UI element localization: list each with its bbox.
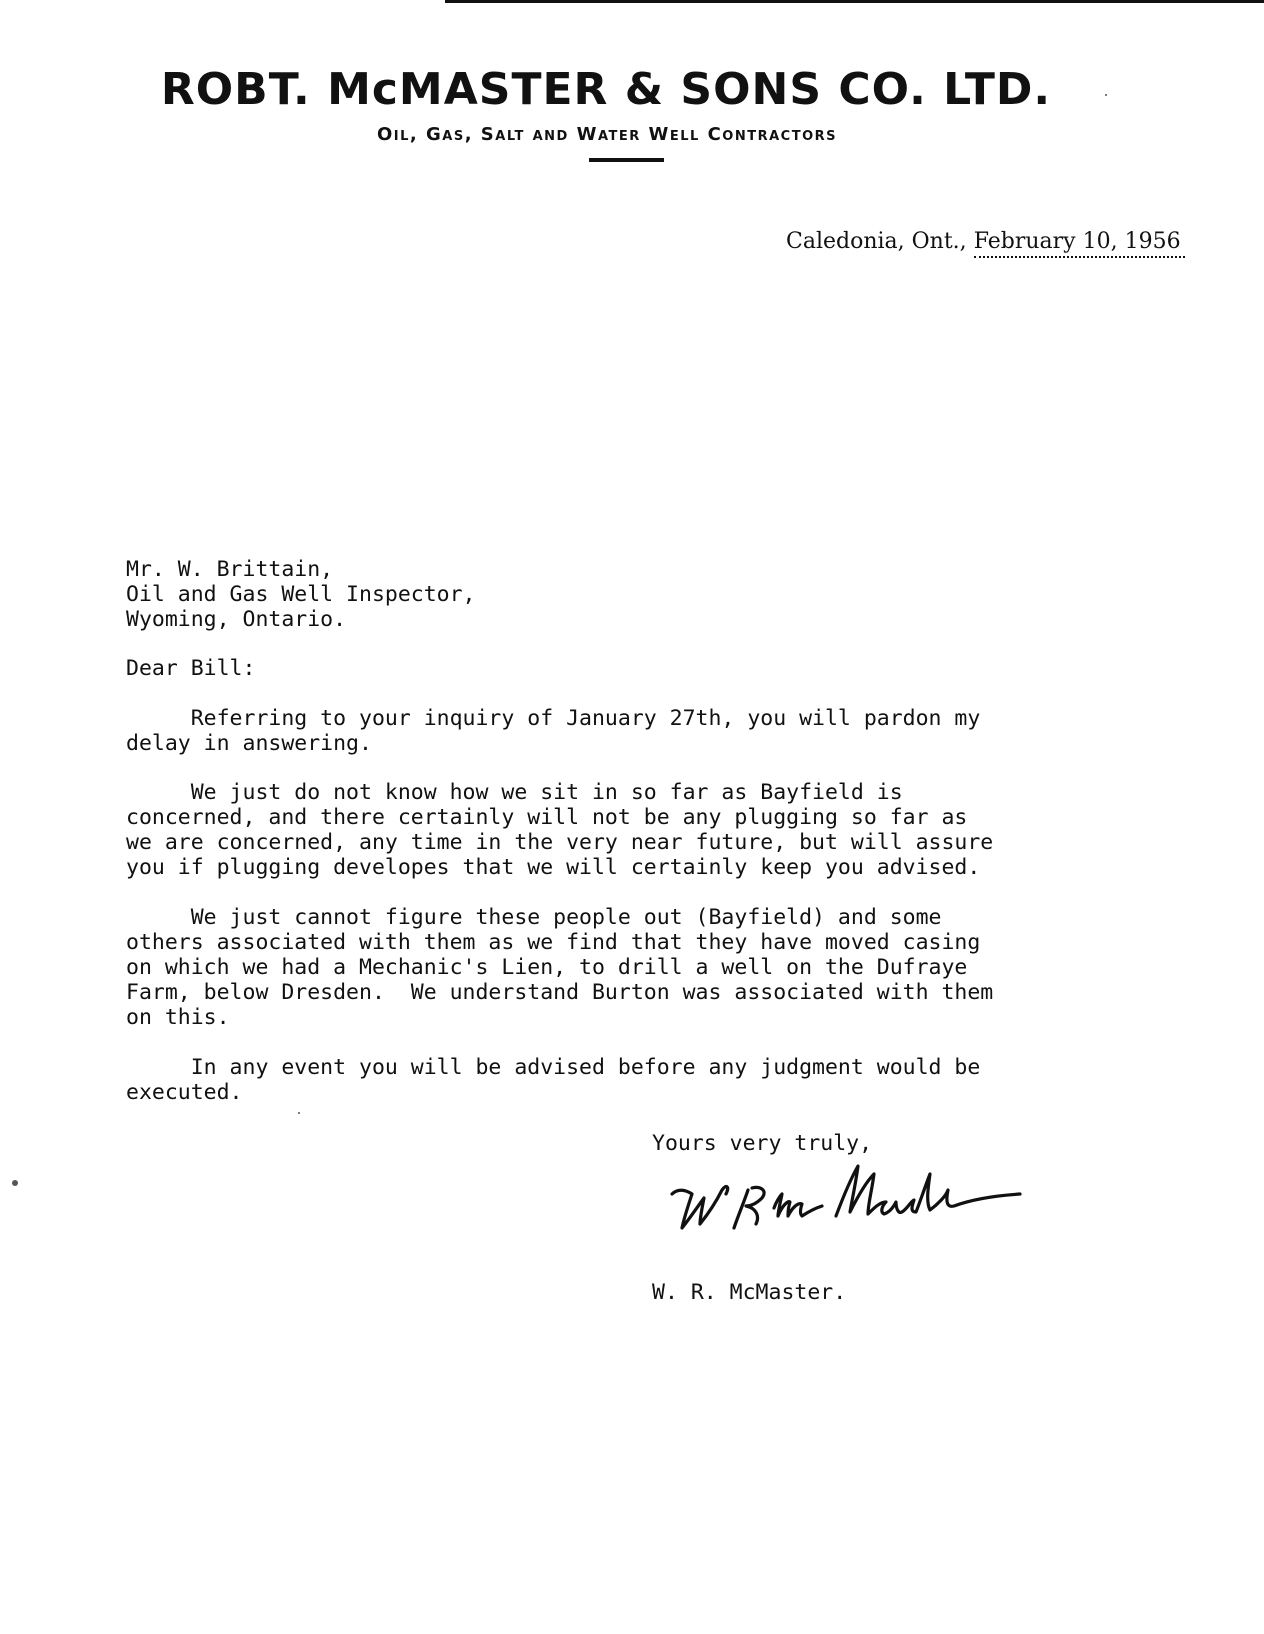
- dateline-place: Caledonia, Ont.,: [786, 229, 967, 254]
- salutation: Dear Bill:: [126, 656, 256, 681]
- company-name: ROBT. McMASTER & SONS CO. LTD.: [160, 64, 1052, 115]
- paper-speck: [298, 1112, 300, 1114]
- recipient-address: [126, 557, 476, 632]
- paper-speck: [12, 1180, 18, 1186]
- handwritten-signature: [670, 1160, 1030, 1240]
- signer-name: W. R. McMaster.: [652, 1280, 847, 1305]
- header-underline: [589, 158, 664, 162]
- closing: Yours very truly,: [652, 1131, 873, 1156]
- paper-speck: [1105, 94, 1107, 96]
- dateline: [786, 228, 1185, 258]
- recipient-name: Mr. W. Brittain,: [126, 557, 334, 582]
- body-paragraph-3: We just cannot figure these people out (Bayfield) and some others associated with them as we find that they have moved casing on which we had a Mechanic's Lien, to drill a well on the Dufraye Farm, below Dresden. We understand Burton was associated with them on this.: [126, 905, 994, 1030]
- recipient-location: Wyoming, Ontario.: [126, 607, 347, 632]
- company-tagline: Oil, Gas, Salt and Water Well Contractors: [376, 124, 838, 145]
- body-paragraph-2: We just do not know how we sit in so far as Bayfield is concerned, and there certainly will not be any plugging so far as we are concerned, any time in the very near future, but will assure you if plugging developes that we will certainly keep you advised.: [126, 780, 994, 880]
- body-paragraph-4: In any event you will be advised before any judgment would be executed.: [126, 1055, 981, 1105]
- dateline-date: February 10, 1956: [974, 228, 1185, 258]
- body-paragraph-1: Referring to your inquiry of January 27th, you will pardon my delay in answering.: [126, 706, 981, 756]
- recipient-title: Oil and Gas Well Inspector,: [126, 582, 476, 607]
- top-edge-rule: [445, 0, 1264, 3]
